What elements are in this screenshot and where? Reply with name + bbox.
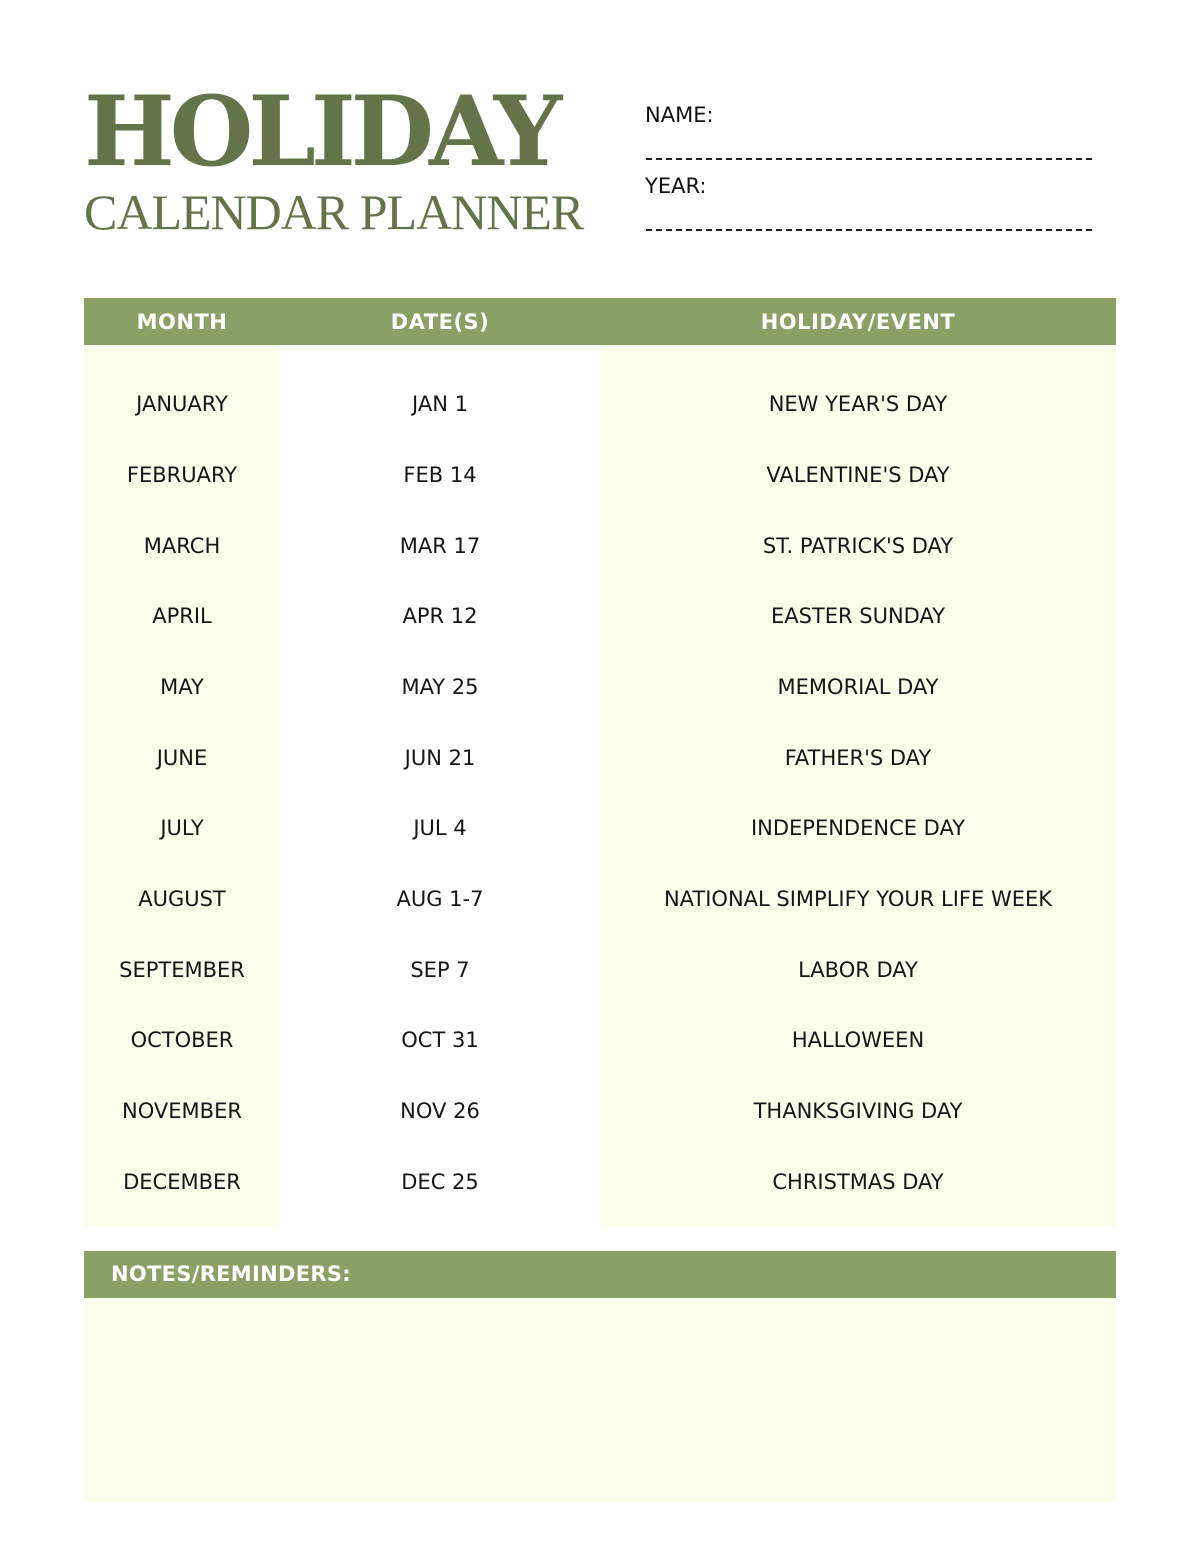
page-subtitle: CALENDAR PLANNER xyxy=(84,184,584,240)
event-cell: CHRISTMAS DAY xyxy=(772,1169,944,1194)
table-row xyxy=(84,722,1116,793)
table-row xyxy=(84,510,1116,581)
month-cell: MARCH xyxy=(143,533,221,558)
month-cell: DECEMBER xyxy=(123,1169,241,1194)
table-row xyxy=(84,793,1116,864)
name-label: NAME: xyxy=(645,103,714,127)
date-cell: JUL 4 xyxy=(413,816,467,841)
column-header-month: MONTH xyxy=(84,298,280,345)
table-row xyxy=(84,345,1116,440)
month-cell: APRIL xyxy=(152,604,212,629)
table-row xyxy=(84,1146,1116,1217)
holiday-table xyxy=(84,298,1116,1217)
date-cell: FEB 14 xyxy=(403,462,477,487)
table-body xyxy=(84,345,1116,1217)
notes-header xyxy=(84,1251,1116,1298)
month-cell: NOVEMBER xyxy=(122,1098,242,1123)
date-cell: JUN 21 xyxy=(404,745,476,770)
date-cell: JAN 1 xyxy=(412,392,468,417)
column-header-event: HOLIDAY/EVENT xyxy=(600,298,1116,345)
event-cell: FATHER'S DAY xyxy=(784,745,932,770)
month-cell: MAY xyxy=(160,674,204,699)
event-cell: HALLOWEEN xyxy=(791,1028,925,1053)
event-cell: LABOR DAY xyxy=(798,957,918,982)
date-cell: OCT 31 xyxy=(401,1028,479,1053)
table-row xyxy=(84,864,1116,935)
date-cell: AUG 1-7 xyxy=(396,886,484,911)
notes-title: NOTES/REMINDERS: xyxy=(111,1262,351,1286)
month-cell: AUGUST xyxy=(138,886,226,911)
name-input-line[interactable] xyxy=(646,158,1092,160)
table-row xyxy=(84,1076,1116,1147)
event-cell: NEW YEAR'S DAY xyxy=(768,392,948,417)
table-header-row xyxy=(84,298,1116,345)
event-cell: MEMORIAL DAY xyxy=(777,674,939,699)
event-cell: NATIONAL SIMPLIFY YOUR LIFE WEEK xyxy=(663,886,1053,911)
holiday-table-container xyxy=(84,298,1116,1217)
table-row xyxy=(84,581,1116,652)
month-cell: FEBRUARY xyxy=(126,462,238,487)
month-cell: OCTOBER xyxy=(130,1028,234,1053)
table-row xyxy=(84,652,1116,723)
table-row xyxy=(84,1005,1116,1076)
table-row xyxy=(84,934,1116,1005)
column-header-dates: DATE(S) xyxy=(280,298,600,345)
date-cell: APR 12 xyxy=(402,604,478,629)
event-cell: ST. PATRICK'S DAY xyxy=(762,533,954,558)
event-cell: INDEPENDENCE DAY xyxy=(750,816,966,841)
date-cell: MAR 17 xyxy=(399,533,481,558)
year-label: YEAR: xyxy=(645,174,707,198)
event-cell: VALENTINE'S DAY xyxy=(766,462,950,487)
month-cell: JULY xyxy=(160,816,204,841)
date-cell: SEP 7 xyxy=(410,957,470,982)
year-input-line[interactable] xyxy=(646,229,1092,231)
month-cell: JUNE xyxy=(156,745,208,770)
table-row xyxy=(84,440,1116,511)
notes-area[interactable] xyxy=(84,1298,1116,1501)
event-cell: THANKSGIVING DAY xyxy=(753,1098,963,1123)
date-cell: MAY 25 xyxy=(401,674,479,699)
month-cell: SEPTEMBER xyxy=(119,957,245,982)
month-cell: JANUARY xyxy=(136,392,228,417)
event-cell: EASTER SUNDAY xyxy=(770,604,946,629)
date-cell: DEC 25 xyxy=(401,1169,479,1194)
date-cell: NOV 26 xyxy=(400,1098,480,1123)
page-title: HOLIDAY xyxy=(84,75,558,188)
